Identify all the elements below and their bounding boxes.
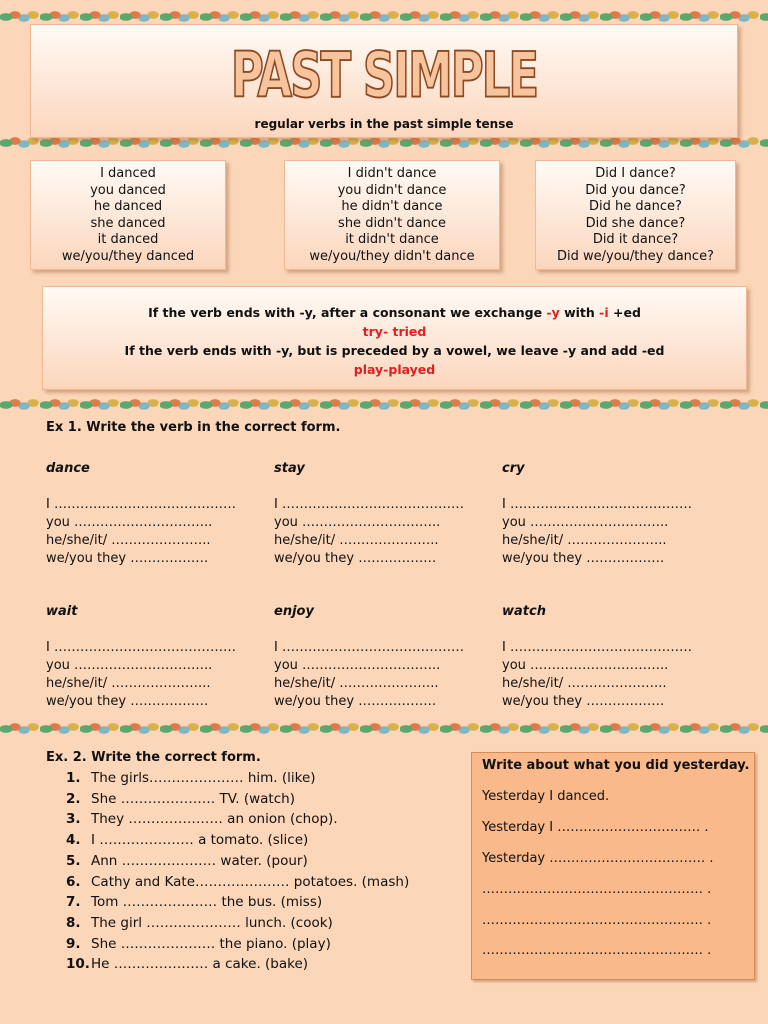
item-number: 1.: [66, 770, 81, 786]
write-line[interactable]: Yesterday ……………………………… .: [482, 851, 714, 866]
answer-line[interactable]: we/you they ………………: [274, 551, 437, 566]
list-item[interactable]: [66, 809, 409, 830]
rule-text: +ed: [608, 305, 641, 320]
rule-highlight-y: -y: [546, 305, 560, 320]
item-number: 9.: [66, 935, 81, 952]
spelling-rules-box: [42, 286, 747, 390]
answer-line[interactable]: I ……………………………………: [274, 497, 464, 512]
title-panel: [30, 24, 738, 138]
verb-heading: cry: [502, 461, 525, 476]
write-line[interactable]: …………………………………………… .: [482, 882, 712, 897]
write-box-title: Write about what you did yesterday.: [482, 758, 750, 773]
question-box: [535, 160, 736, 270]
item-number: 8.: [66, 914, 81, 931]
answer-line[interactable]: you …………………………..: [274, 658, 441, 673]
answer-line[interactable]: I ……………………………………: [502, 497, 692, 512]
verb-heading: dance: [46, 461, 90, 476]
answer-line[interactable]: we/you they ………………: [46, 551, 209, 566]
rule-line-2: If the verb ends with -y, but is preceded by a vowel, we leave -y and add -ed: [124, 343, 665, 358]
item-text: Ann ………………… water. (pour): [91, 852, 308, 869]
write-line[interactable]: Yesterday I …………………………… .: [482, 820, 709, 835]
list-item[interactable]: [66, 851, 409, 872]
list-item[interactable]: [66, 934, 409, 955]
page-title: PAST SIMPLE: [230, 39, 538, 112]
leaf-border-middle: [0, 396, 768, 414]
item-text: She ………………… the piano. (play): [91, 935, 331, 952]
list-item[interactable]: [66, 830, 409, 851]
answer-line[interactable]: he/she/it/ …………………..: [502, 533, 667, 548]
verb-heading: stay: [274, 461, 305, 476]
rule-line-1: [43, 303, 746, 322]
list-item[interactable]: [66, 913, 409, 934]
rule-text: If the verb ends with -y, after a consonant we exchange: [148, 305, 547, 320]
negative-line: she didn't dance: [338, 215, 446, 231]
write-line[interactable]: …………………………………………… .: [482, 913, 712, 928]
answer-line[interactable]: he/she/it/ …………………..: [46, 676, 211, 691]
answer-line[interactable]: you …………………………..: [502, 515, 669, 530]
answer-line[interactable]: he/she/it/ …………………..: [274, 533, 439, 548]
negative-line: we/you/they didn't dance: [309, 248, 475, 264]
question-line: Did you dance?: [585, 182, 686, 198]
affirmative-line: she danced: [90, 215, 166, 231]
answer-line[interactable]: we/you they ………………: [46, 694, 209, 709]
answer-line[interactable]: you …………………………..: [46, 658, 213, 673]
exercise-2-list: [66, 768, 409, 975]
negative-box: [284, 160, 500, 270]
item-number: 4.: [66, 832, 81, 849]
item-number: 6.: [66, 873, 81, 890]
list-item[interactable]: [66, 768, 409, 789]
item-text: They ………………… an onion (chop).: [91, 811, 338, 828]
item-text: The girl ………………… lunch. (cook): [91, 914, 333, 931]
rule-highlight-i: -i: [599, 305, 609, 320]
item-number: 3.: [66, 811, 81, 828]
answer-line[interactable]: we/you they ………………: [502, 694, 665, 709]
leaf-border-lower: [0, 720, 768, 738]
exercise-2-title: Ex. 2. Write the correct form.: [46, 750, 261, 765]
rule-example-2: play-played: [353, 362, 436, 377]
list-item[interactable]: [66, 892, 409, 913]
question-line: Did it dance?: [592, 232, 679, 247]
answer-line[interactable]: he/she/it/ …………………..: [274, 676, 439, 691]
affirmative-line: it danced: [97, 232, 159, 247]
item-text: She ………………… TV. (watch): [91, 790, 295, 807]
question-line: Did she dance?: [585, 215, 686, 231]
affirmative-line: we/you/they danced: [61, 248, 195, 264]
item-text: I ………………… a tomato. (slice): [91, 832, 309, 849]
question-line: Did I dance?: [595, 166, 676, 181]
verb-heading: enjoy: [274, 604, 314, 619]
item-text: He ………………… a cake. (bake): [91, 956, 309, 973]
item-number: 10.: [66, 956, 90, 973]
exercise-1-title: Ex 1. Write the verb in the correct form.: [46, 420, 341, 435]
answer-line[interactable]: you …………………………..: [46, 515, 213, 530]
answer-line[interactable]: you …………………………..: [502, 658, 669, 673]
answer-line[interactable]: he/she/it/ …………………..: [502, 676, 667, 691]
list-item[interactable]: [66, 954, 409, 975]
write-about-yesterday-box: [471, 752, 755, 980]
verb-heading: wait: [46, 604, 78, 619]
answer-line[interactable]: we/you they ………………: [502, 551, 665, 566]
item-number: 5.: [66, 852, 81, 869]
answer-line[interactable]: I ……………………………………: [46, 640, 236, 655]
item-text: The girls………………… him. (like): [91, 770, 316, 786]
answer-line[interactable]: I ……………………………………: [46, 497, 236, 512]
negative-line: it didn't dance: [345, 232, 439, 247]
answer-line[interactable]: we/you they ………………: [274, 694, 437, 709]
answer-line[interactable]: you …………………………..: [274, 515, 441, 530]
rule-example-1: try- tried: [362, 324, 427, 339]
list-item[interactable]: [66, 789, 409, 810]
verb-heading: watch: [502, 604, 546, 619]
item-number: 2.: [66, 790, 81, 807]
page-subtitle: regular verbs in the past simple tense: [254, 117, 514, 131]
negative-line: he didn't dance: [341, 199, 443, 214]
list-item[interactable]: [66, 872, 409, 893]
affirmative-line: he danced: [93, 199, 163, 214]
affirmative-line: you danced: [90, 182, 166, 198]
answer-line[interactable]: he/she/it/ …………………..: [46, 533, 211, 548]
negative-line: you didn't dance: [337, 182, 447, 198]
negative-line: I didn't dance: [347, 166, 437, 181]
affirmative-box: [30, 160, 226, 270]
answer-line[interactable]: I ……………………………………: [274, 640, 464, 655]
question-line: Did we/you/they dance?: [557, 248, 714, 264]
write-line[interactable]: …………………………………………… .: [482, 943, 712, 958]
item-text: Cathy and Kate………………… potatoes. (mash): [91, 873, 410, 890]
write-line[interactable]: Yesterday I danced.: [482, 789, 610, 804]
affirmative-line: I danced: [100, 166, 156, 181]
rule-text: with: [559, 305, 600, 320]
question-line: Did he dance?: [589, 199, 682, 214]
item-number: 7.: [66, 894, 81, 911]
answer-line[interactable]: I ……………………………………: [502, 640, 692, 655]
item-text: Tom ………………… the bus. (miss): [91, 894, 323, 911]
